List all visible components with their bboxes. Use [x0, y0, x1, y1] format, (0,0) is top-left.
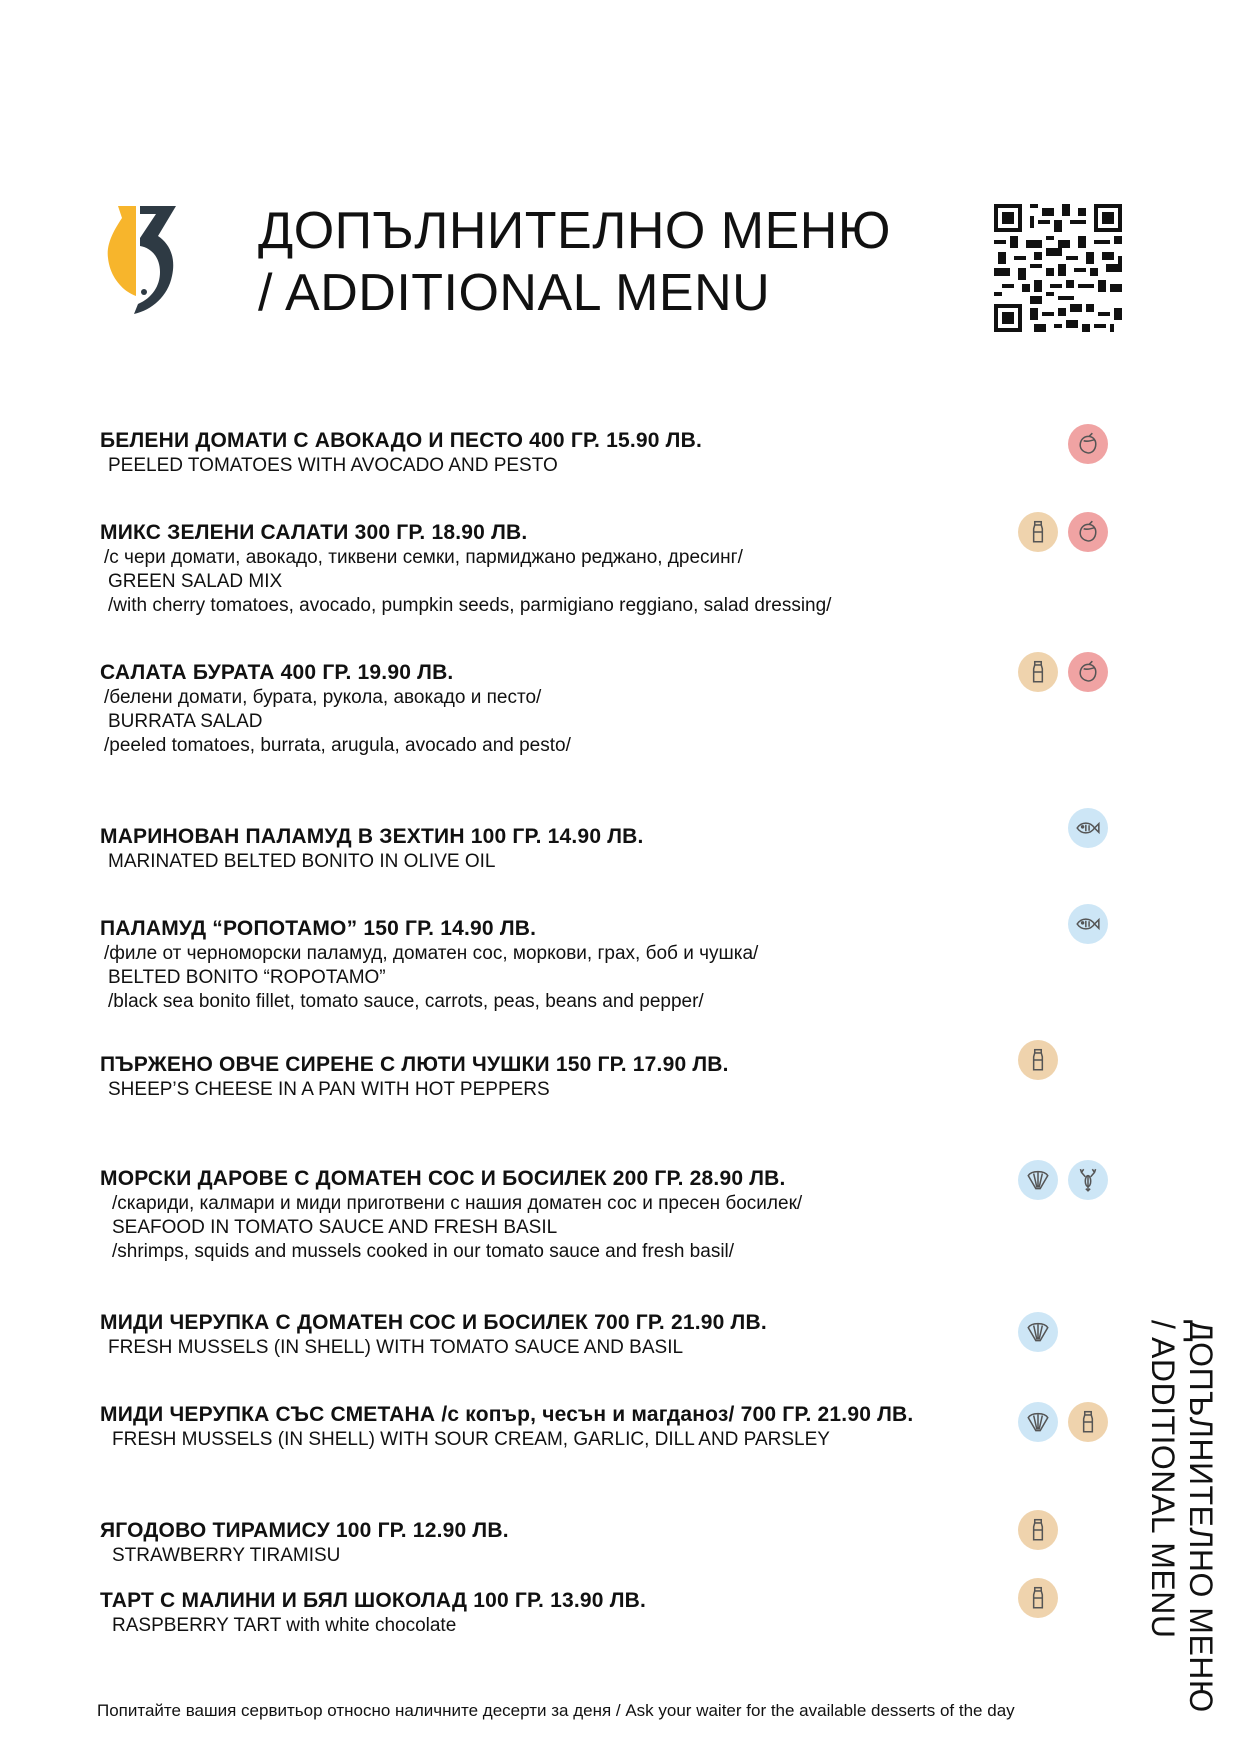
- menu-item: [100, 1310, 1020, 1360]
- milk-icon: [1018, 1578, 1058, 1618]
- dish-name: ПАЛАМУД “РОПОТАМО” 150 ГР. 14.90 ЛВ.: [100, 917, 537, 940]
- milk-icon: [1068, 1402, 1108, 1442]
- milk-icon: [1018, 652, 1058, 692]
- menu-item: [100, 824, 1020, 874]
- title-line-en: / ADDITIONAL MENU: [258, 264, 771, 322]
- menu-item: [100, 1052, 1020, 1102]
- fish-icon: [1068, 904, 1108, 944]
- menu-item: [100, 428, 1020, 478]
- menu-item: [100, 1518, 1020, 1568]
- qr-code[interactable]: [994, 204, 1122, 332]
- nut-icon: [1068, 424, 1108, 464]
- milk-icon: [1018, 512, 1058, 552]
- dish-description: BURRATA SALAD: [108, 711, 263, 732]
- shell-icon: [1018, 1160, 1058, 1200]
- lobster-icon: [1068, 1160, 1108, 1200]
- menu-item: [100, 1402, 1020, 1452]
- page-title: [258, 200, 891, 324]
- dish-name: МОРСКИ ДАРОВЕ С ДОМАТЕН СОС И БОСИЛЕК 200 ГР. 28.90 ЛВ.: [100, 1167, 786, 1190]
- dish-name: ЯГОДОВО ТИРАМИСУ 100 ГР. 12.90 ЛВ.: [100, 1519, 509, 1542]
- dish-description: MARINATED BELTED BONITO IN OLIVE OIL: [108, 851, 496, 872]
- fish-icon: [1068, 808, 1108, 848]
- dish-name: МИКС ЗЕЛЕНИ САЛАТИ 300 ГР. 18.90 ЛВ.: [100, 521, 528, 544]
- dish-description: GREEN SALAD MIX: [108, 571, 283, 592]
- dish-description: FRESH MUSSELS (IN SHELL) WITH SOUR CREAM, GARLIC, DILL AND PARSLEY: [112, 1429, 830, 1450]
- dish-description: /black sea bonito fillet, tomato sauce, carrots, peas, beans and pepper/: [108, 991, 704, 1012]
- restaurant-logo: [100, 200, 180, 318]
- dish-description: /скариди, калмари и миди приготвени с нашия доматен сос и пресен босилек/: [112, 1193, 803, 1214]
- nut-icon: [1068, 512, 1108, 552]
- dish-description: FRESH MUSSELS (IN SHELL) WITH TOMATO SAUCE AND BASIL: [108, 1337, 684, 1358]
- dish-description: SHEEP’S CHEESE IN A PAN WITH HOT PEPPERS: [108, 1079, 550, 1100]
- dish-name: МИДИ ЧЕРУПКА С ДОМАТЕН СОС И БОСИЛЕК 700 ГР. 21.90 ЛВ.: [100, 1311, 767, 1334]
- dish-name: БЕЛЕНИ ДОМАТИ С АВОКАДО И ПЕСТО 400 ГР. 15.90 ЛВ.: [100, 429, 703, 452]
- milk-icon: [1018, 1510, 1058, 1550]
- dish-name: ПЪРЖЕНО ОВЧЕ СИРЕНЕ С ЛЮТИ ЧУШКИ 150 ГР. 17.90 ЛВ.: [100, 1053, 729, 1076]
- side-title: [1144, 1320, 1220, 1713]
- shell-icon: [1018, 1402, 1058, 1442]
- dish-name: МИДИ ЧЕРУПКА СЪС СМЕТАНА /с копър, чесън и магданоз/ 700 ГР. 21.90 ЛВ.: [100, 1403, 914, 1426]
- menu-item: [100, 1166, 1020, 1264]
- dish-name: ТАРТ С МАЛИНИ И БЯЛ ШОКОЛАД 100 ГР. 13.90 ЛВ.: [100, 1589, 647, 1612]
- dish-description: /with cherry tomatoes, avocado, pumpkin seeds, parmigiano reggiano, salad dressing/: [108, 595, 832, 616]
- dish-name: САЛАТА БУРАТА 400 ГР. 19.90 ЛВ.: [100, 661, 454, 684]
- dish-description: /shrimps, squids and mussels cooked in our tomato sauce and fresh basil/: [112, 1241, 735, 1262]
- menu-item: [100, 916, 1020, 1014]
- dish-description: PEELED TOMATOES WITH AVOCADO AND PESTO: [108, 455, 558, 476]
- dish-name: МАРИНОВАН ПАЛАМУД В ЗЕХТИН 100 ГР. 14.90 ЛВ.: [100, 825, 644, 848]
- dish-description: /филе от черноморски паламуд, доматен сос, моркови, грах, боб и чушка/: [104, 943, 759, 964]
- dish-description: /белени домати, бурата, рукола, авокадо и песто/: [104, 687, 542, 708]
- dish-description: STRAWBERRY TIRAMISU: [112, 1545, 341, 1566]
- nut-icon: [1068, 652, 1108, 692]
- milk-icon: [1018, 1040, 1058, 1080]
- menu-item: [100, 660, 1020, 758]
- menu-item: [100, 520, 1020, 618]
- dish-description: BELTED BONITO “ROPOTAMO”: [108, 967, 386, 988]
- dish-description: /с чери домати, авокадо, тиквени семки, пармиджано реджано, дресинг/: [104, 547, 743, 568]
- title-line-bg: ДОПЪЛНИТЕЛНО МЕНЮ: [258, 202, 891, 260]
- dish-description: SEAFOOD IN TOMATO SAUCE AND FRESH BASIL: [112, 1217, 558, 1238]
- dish-description: RASPBERRY TART with white chocolate: [112, 1615, 457, 1636]
- side-title-line-bg: ДОПЪЛНИТЕЛНО МЕНЮ: [1183, 1320, 1219, 1713]
- dish-description: /peeled tomatoes, burrata, arugula, avocado and pesto/: [104, 735, 571, 756]
- menu-item: [100, 1588, 1020, 1638]
- footer-note: Попитайте вашия сервитьор относно наличните десерти за деня / Ask your waiter for the available desserts of the day: [97, 1701, 1015, 1720]
- shell-icon: [1018, 1312, 1058, 1352]
- side-title-line-en: / ADDITIONAL MENU: [1145, 1320, 1181, 1639]
